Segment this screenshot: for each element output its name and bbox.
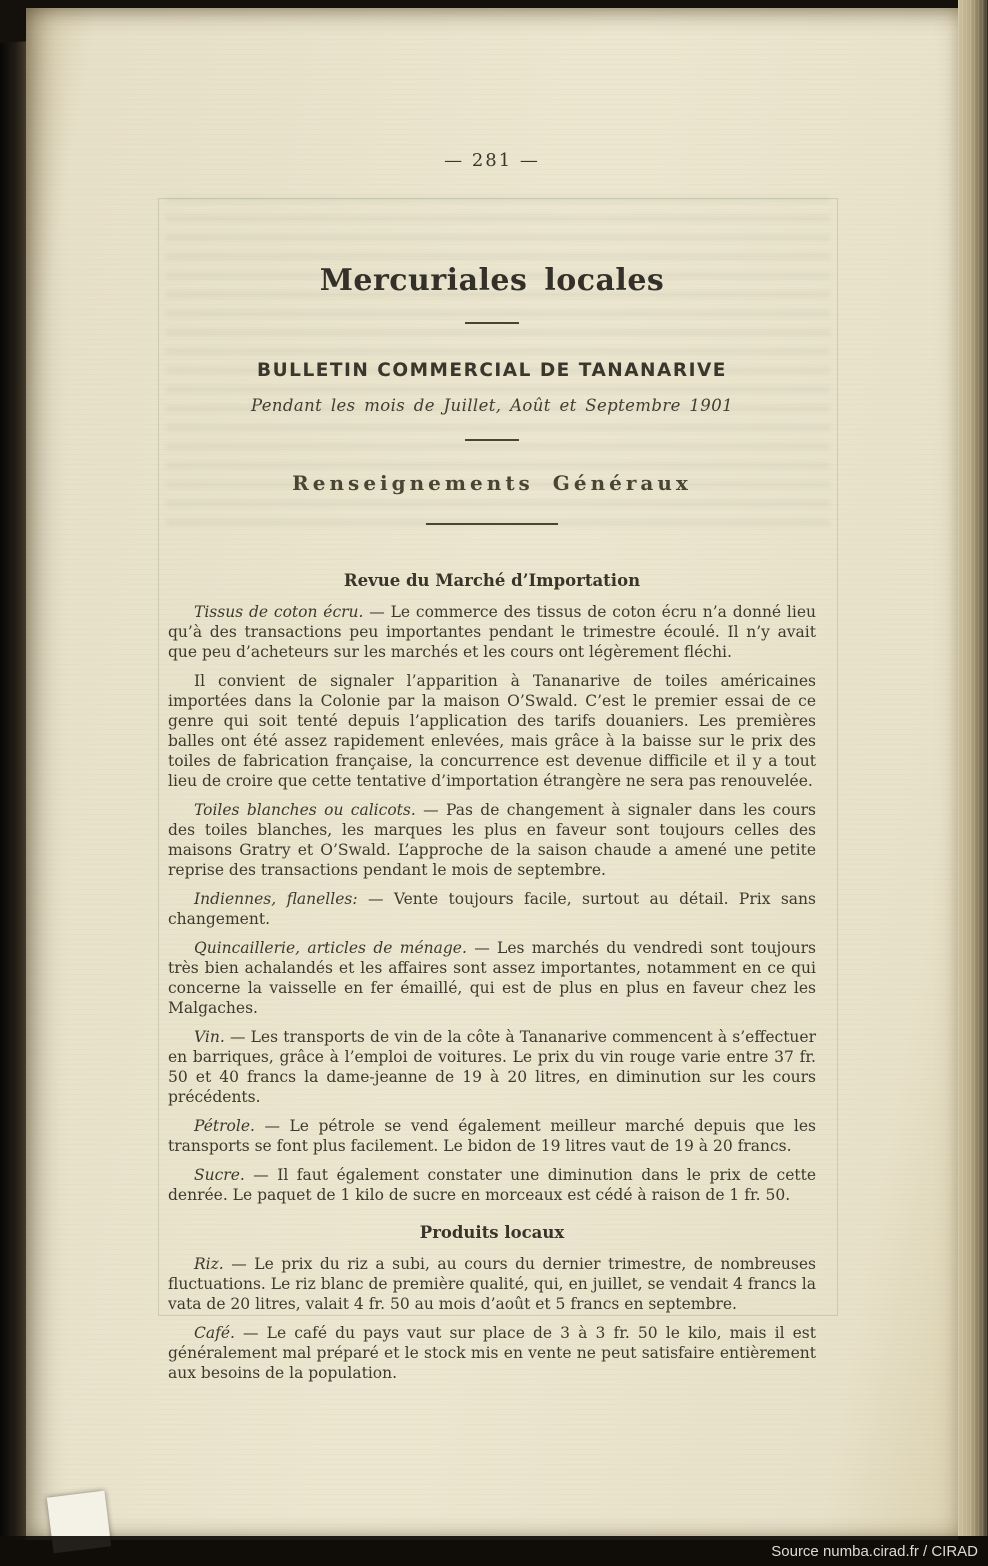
- paragraph-text: — Il faut également constater une diminution dans le prix de cette denrée. Le paquet de 1 kilo de sucre en morceaux est cédé à raison de 1 fr. 50.: [168, 1166, 816, 1204]
- divider-under-title: [465, 322, 519, 324]
- document-title: Mercuriales locales: [319, 263, 665, 298]
- lead-phrase: Vin.: [194, 1028, 225, 1046]
- paragraph-text: — Le prix du riz a subi, au cours du dernier trimestre, de nombreuses fluctuations. Le riz blanc de première qualité, qui, en juillet, se vendait 4 francs la vata de 20 litres, valait 4 fr. 50 au mois d’août et 5 francs en septembre.: [168, 1255, 816, 1313]
- section-heading: Revue du Marché d’Importation: [343, 571, 641, 590]
- section-import-review: [168, 571, 816, 1205]
- paragraph-text: — Les marchés du vendredi sont toujours très bien achalandés et les affaires sont assez importantes, notamment en ce qui concerne la vaisselle en fer émaillé, qui est de plus en plus en faveur chez les Malgaches.: [168, 939, 816, 1017]
- paragraph: [168, 889, 816, 929]
- source-attribution: Source numba.cirad.fr / CIRAD: [771, 1542, 978, 1560]
- page: [26, 8, 958, 1540]
- paragraph-list: [168, 1254, 816, 1383]
- section-local-products: [168, 1223, 816, 1383]
- lead-phrase: Sucre.: [194, 1166, 245, 1184]
- paragraph-text: — Les transports de vin de la côte à Tananarive commencent à s’effectuer en barriques, grâce à l’emploi de voitures. Le prix du vin rouge varie entre 37 fr. 50 et 40 francs la dame-jeanne de 19 à 20 litres, en diminution sur les cours précédents.: [168, 1028, 816, 1106]
- paragraph: [168, 1323, 816, 1383]
- book-spine: [0, 0, 28, 1566]
- paragraph: [168, 1254, 816, 1314]
- paragraph: [168, 1116, 816, 1156]
- paragraph-text: — Vente toujours facile, surtout au détail. Prix sans changement.: [168, 890, 816, 928]
- paragraph-list: [168, 602, 816, 1205]
- paragraph: [168, 602, 816, 662]
- lead-phrase: Café.: [194, 1324, 235, 1342]
- paragraph-text: Il convient de signaler l’apparition à Tananarive de toiles américaines importées dans la Colonie par la maison O’Swald. C’est le premier essai de ce genre qui soit tenté depuis l’application des tarifs douaniers. Les premières balles ont été assez rapidement enlevées, mais grâce à la baisse sur le prix des toiles de fabrication française, la concurrence est devenue difficile et il y a tout lieu de croire que cette tentative d’importation étrangère ne sera pas renouvelée.: [168, 672, 816, 790]
- document-period: Pendant les mois de Juillet, Août et Septembre 1901: [250, 396, 734, 415]
- paragraph-text: — Le café du pays vaut sur place de 3 à 3 fr. 50 le kilo, mais il est généralement mal préparé et le stock mis en vente ne peut satisfaire entièrement aux besoins de la population.: [168, 1324, 816, 1382]
- document-subtitle: BULLETIN COMMERCIAL DE TANANARIVE: [257, 360, 727, 381]
- lead-phrase: Quincaillerie, articles de ménage.: [194, 939, 467, 957]
- paragraph-text: — Pas de changement à signaler dans les cours des toiles blanches, les marques les plus en faveur sont toujours celles des maisons Gratry et O’Swald. L’approche de la saison chaude a amené une petite reprise des transactions pendant le mois de septembre.: [168, 801, 816, 879]
- paragraph: [168, 671, 816, 791]
- lead-phrase: Tissus de coton écru.: [194, 603, 364, 621]
- general-information-heading: Renseignements Généraux: [292, 471, 692, 495]
- section-heading: Produits locaux: [419, 1223, 565, 1242]
- lead-phrase: Indiennes, flanelles:: [194, 890, 358, 908]
- paragraph-text: — Le pétrole se vend également meilleur marché depuis que les transports se font plus facilement. Le bidon de 19 litres vaut de 19 à 20 francs.: [168, 1117, 816, 1155]
- paragraph: [168, 938, 816, 1018]
- divider-under-general: [426, 523, 558, 525]
- paragraph: [168, 1165, 816, 1205]
- paragraph: [168, 1027, 816, 1107]
- footer-bar: [0, 1536, 988, 1566]
- paragraph-text: — Le commerce des tissus de coton écru n’a donné lieu qu’à des transactions peu importantes pendant le trimestre écoulé. Il n’y avait que peu d’acheteurs sur les marchés et les cours ont légèrement fléchi.: [168, 603, 816, 661]
- lead-phrase: Toiles blanches ou calicots.: [194, 801, 416, 819]
- lead-phrase: Riz.: [194, 1255, 224, 1273]
- divider-under-period: [465, 439, 519, 441]
- page-content: [168, 150, 816, 1392]
- paragraph: [168, 800, 816, 880]
- lead-phrase: Pétrole.: [194, 1117, 255, 1135]
- page-number: — 281 —: [444, 150, 540, 171]
- page-stack-edges: [958, 0, 988, 1536]
